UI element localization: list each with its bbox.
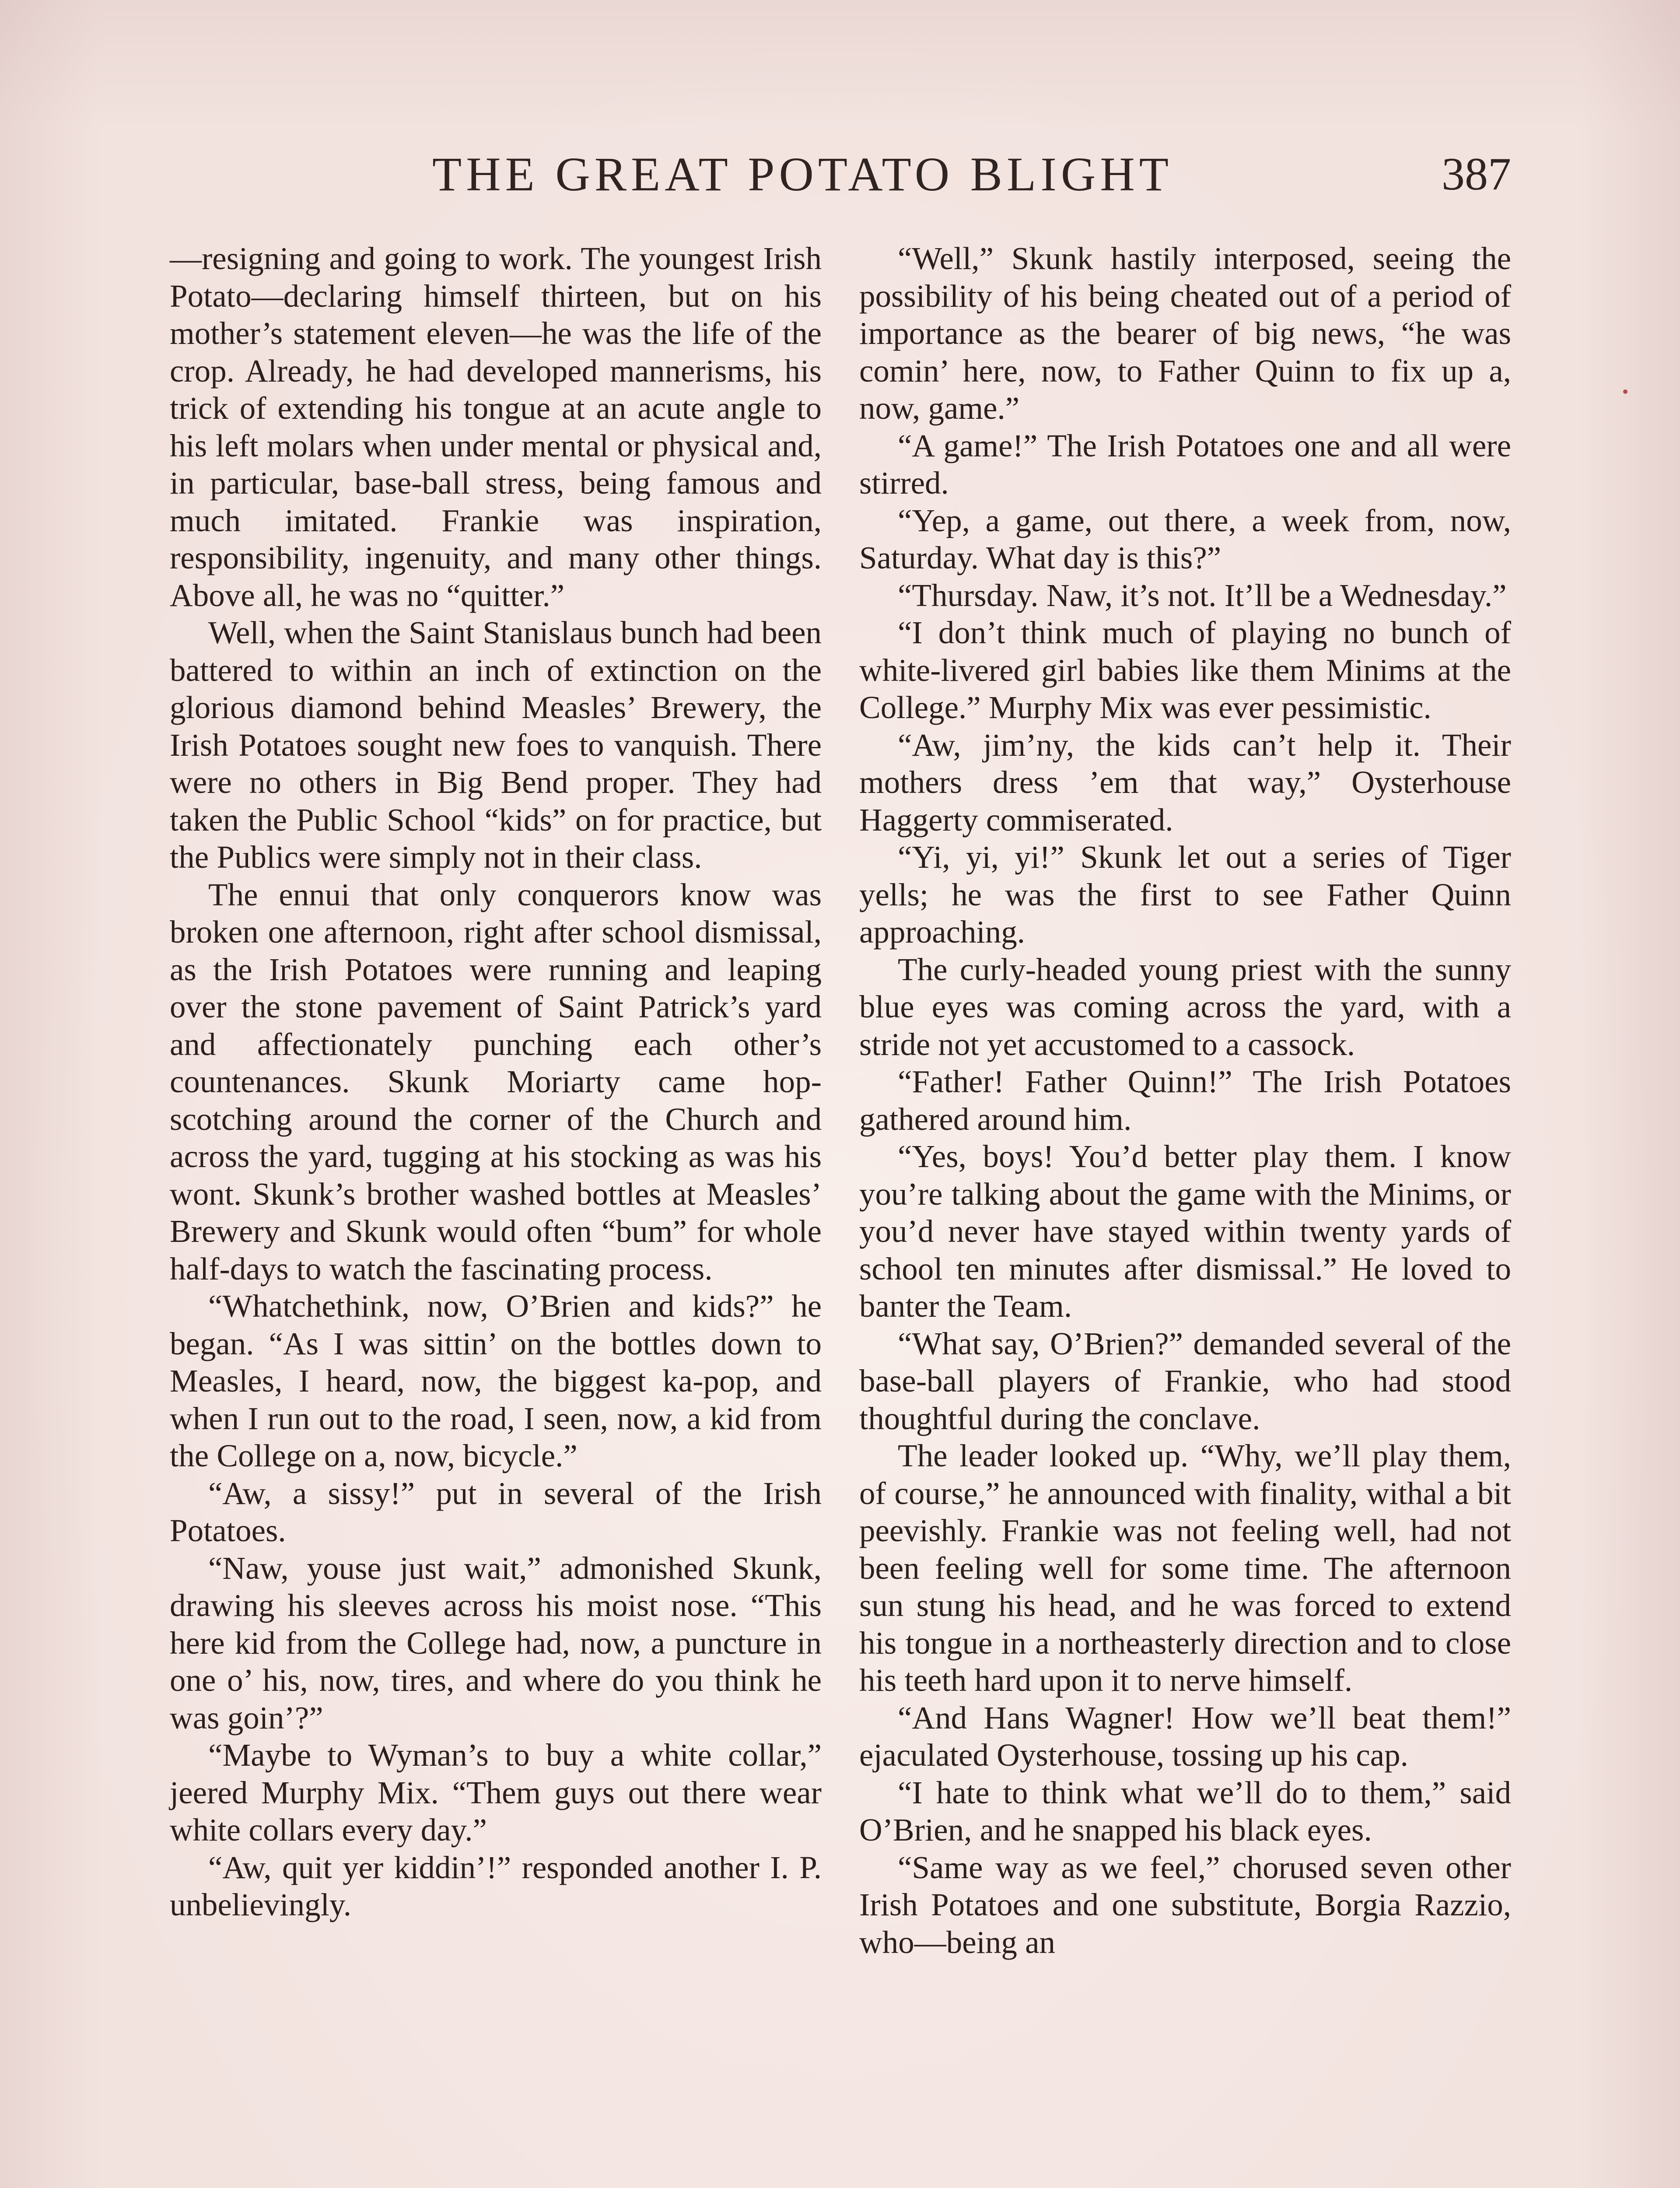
paragraph: The curly-headed young priest with the sunny blue eyes was coming across the yard, with a stride not yet accustomed to a cassock. — [859, 951, 1511, 1062]
paragraph: —resigning and going to work. The youngest Irish Potato—declaring himself thirteen, but on his mother’s statement eleven—he was the life of the crop. Already, he had developed mannerisms, his trick of extending his tongue at an acute angle to his left molars when under mental or physical and, in particular, base-ball stress, being famous and much imitated. Frankie was inspiration, responsibility, ingenuity, and many other things. Above all, he was no “quitter.” — [170, 241, 822, 613]
page-header — [170, 144, 1511, 205]
paragraph: “Yep, a game, out there, a week from, now, Saturday. What day is this?” — [859, 502, 1511, 575]
paragraph: The leader looked up. “Why, we’ll play them, of course,” he announced with finality, withal a bit peevishly. Frankie was not feeling well, had not been feeling well for some time. The afternoon sun stung his head, and he was forced to extend his tongue in a northeasterly direction and to close his teeth hard upon it to nerve himself. — [859, 1438, 1511, 1698]
paragraph: “I hate to think what we’ll do to them,” said O’Brien, and he snapped his black eyes. — [859, 1774, 1511, 1848]
paragraph: “Yi, yi, yi!” Skunk let out a series of Tiger yells; he was the first to see Father Quinn approaching. — [859, 839, 1511, 950]
paragraph: “Yes, boys! You’d better play them. I know you’re talking about the game with the Minims, or you’d never have stayed within twenty yards of school ten minutes after dismissal.” He loved to banter the Team. — [859, 1139, 1511, 1324]
ink-speck — [1623, 389, 1628, 394]
paragraph: “Aw, quit yer kiddin’!” responded another I. P. unbelievingly. — [170, 1849, 822, 1922]
paragraph: “Naw, youse just wait,” admonished Skunk, drawing his sleeves across his moist nose. “This here kid from the College had, now, a puncture in one o’ his, now, tires, and where do you think he was goin’?” — [170, 1550, 822, 1736]
paragraph: “What say, O’Brien?” demanded several of the base-ball players of Frankie, who had stood thoughtful during the conclave. — [859, 1325, 1511, 1436]
left-column — [170, 240, 822, 1924]
page-number: 387 — [1442, 148, 1511, 200]
paragraph: “A game!” The Irish Potatoes one and all were stirred. — [859, 428, 1511, 501]
running-title: THE GREAT POTATO BLIGHT — [432, 147, 1173, 201]
paragraph: “Whatchethink, now, O’Brien and kids?” he began. “As I was sittin’ on the bottles down to Measles, I heard, now, the biggest ka-pop, and when I run out to the road, I seen, now, a kid from the College on a, now, bicycle.” — [170, 1288, 822, 1473]
paragraph: The ennui that only conquerors know was broken one afternoon, right after school dismissal, as the Irish Potatoes were running and leaping over the stone pavement of Saint Patrick’s yard and affectionately punching each other’s countenances. Skunk Moriarty came hop-scotching around the corner of the Church and across the yard, tugging at his stocking as was his wont. Skunk’s brother washed bottles at Measles’ Brewery and Skunk would often “bum” for whole half-days to watch the fascinating process. — [170, 877, 822, 1287]
paragraph: “Father! Father Quinn!” The Irish Potatoes gathered around him. — [859, 1064, 1511, 1137]
paragraph: “Thursday. Naw, it’s not. It’ll be a Wednesday.” — [898, 577, 1507, 613]
paragraph: “Well,” Skunk hastily interposed, seeing the possibility of his being cheated out of a period of importance as the bearer of big news, “he was comin’ here, now, to Father Quinn to fix up a, now, game.” — [859, 241, 1511, 426]
paragraph: Well, when the Saint Stanislaus bunch had been battered to within an inch of extinction on the glorious diamond behind Measles’ Brewery, the Irish Potatoes sought new foes to vanquish. There were no others in Big Bend proper. They had taken the Public School “kids” on for practice, but the Publics were simply not in their class. — [170, 615, 822, 875]
paragraph: “Same way as we feel,” chorused seven other Irish Potatoes and one substitute, Borgia Razzio, who—being an — [859, 1849, 1511, 1960]
paragraph: “Aw, a sissy!” put in several of the Irish Potatoes. — [170, 1475, 822, 1548]
right-column — [859, 240, 1511, 1961]
paragraph: “Maybe to Wyman’s to buy a white collar,” jeered Murphy Mix. “Them guys out there wear white collars every day.” — [170, 1737, 822, 1848]
paragraph: “I don’t think much of playing no bunch of white-livered girl babies like them Minims at the College.” Murphy Mix was ever pessimistic. — [859, 615, 1511, 725]
paragraph: “And Hans Wagner! How we’ll beat them!” ejaculated Oysterhouse, tossing up his cap. — [859, 1700, 1511, 1773]
paragraph: “Aw, jim’ny, the kids can’t help it. Their mothers dress ’em that way,” Oysterhouse Haggerty commiserated. — [859, 727, 1511, 838]
